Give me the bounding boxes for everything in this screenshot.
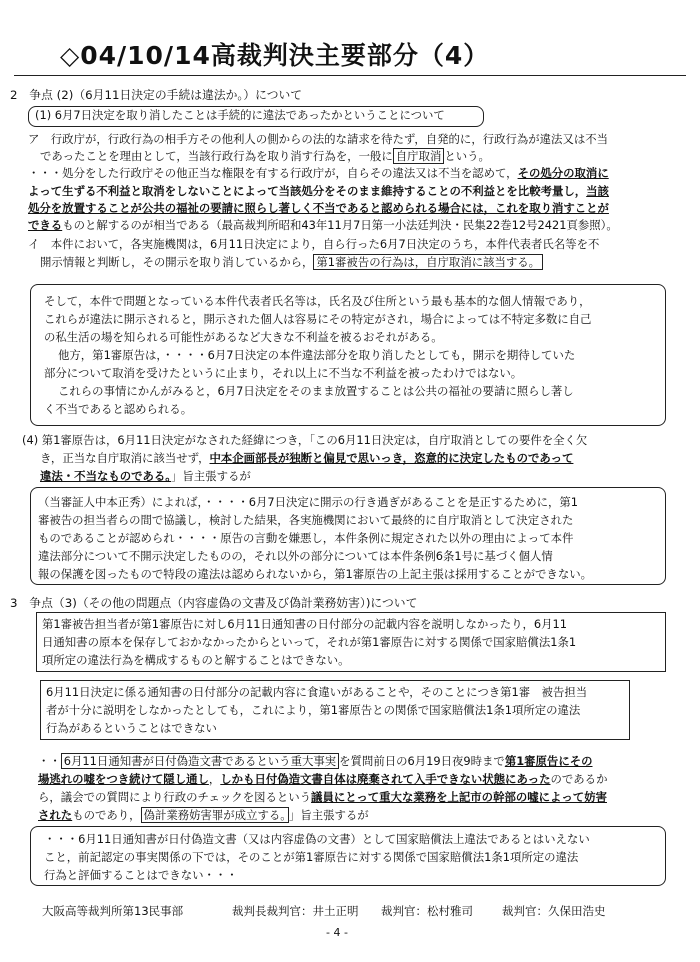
para-a-line2: であったことを理由として，当該行政行為を取り消す行為を，一般に 自庁取消 という。 xyxy=(40,149,490,163)
section3-heading: 3 争点（3)（その他の問題点（内容虚偽の文書及び偽計業務妨害）)について xyxy=(10,596,418,610)
para-a-line6: できるものと解するのが相当である（最高裁判所昭和43年11月7日第一小法廷判決・民集22巻12号2421頁参照）。 xyxy=(28,218,618,232)
footer-judge-chief: 裁判長裁判官：井土正明 xyxy=(232,904,359,918)
box2-line2: 審被告の担当者らの間で協議し，検討した結果，各実施機関において最終的に自庁取消として決定された xyxy=(38,513,574,527)
box1-line1: そして，本件で問題となっている本件代表者氏名等は，氏名及び住所という最も基本的な個人情報であり， xyxy=(44,294,591,308)
sub4-line2: き，正当な自庁取消に該当せず，中本企画部長が独断と偏見で思いっき，恣意的に決定したものであって xyxy=(40,451,574,465)
box1-line6: これらの事情にかんがみると，6月7日決定をそのまま放置することは公共の福祉の要請に照らし著し xyxy=(58,384,574,398)
forged-date-fact: 6月11日通知書が日付偽造文書であるという重大事実 xyxy=(61,753,339,769)
para-i-line2: 開示情報と判断し，その開示を取り消しているから， 第1審被告の行為は，自庁取消に該当する。 xyxy=(40,255,543,270)
footer-judge-2: 裁判官：松村雅司 xyxy=(381,904,473,918)
footer-court: 大阪高等裁判所第13民事部 xyxy=(42,904,184,918)
box5-line2: こと，前記認定の事実関係の下では，そのことが第1審原告に対する関係で国家賠償法1条1項所定の違法 xyxy=(44,850,579,864)
box3-line3: 項所定の違法行為を構成するものと解することはできない。 xyxy=(42,653,350,667)
box3-line2: 日通知書の原本を保存しておかなかったからといって，それが第1審原告に対する関係で国家賠償法1条1 xyxy=(42,635,577,649)
box2-line3: ものであることが認められ・・・・原告の言動を嫌悪し，本件条例に規定された以外の理由によって本件 xyxy=(38,531,574,545)
box3-line1: 第1審被告担当者が第1審原告に対し6月11日通知書の日付部分の記載内容を説明しなかったり，6月11 xyxy=(42,617,567,631)
claim-line1: ・・ 6月11日通知書が日付偽造文書であるという重大事実 を質問前日の6月19日夜9時まで第1審原告にその xyxy=(38,754,593,768)
box2-line4: 違法部分について不開示決定したものの，それ以外の部分については本件条例6条1号に基づく個人情 xyxy=(38,549,553,563)
jicho-torikeshi-term: 自庁取消 xyxy=(393,148,445,164)
para-a-line4: よって生ずる不利益と取消をしないことによって当該処分をそのまま維持することの不利益とを比較考量し，当該 xyxy=(28,184,609,198)
footer-judge-3: 裁判官：久保田浩史 xyxy=(502,904,606,918)
jicho-torikeshi-conclusion: 第1審被告の行為は，自庁取消に該当する。 xyxy=(313,254,543,270)
box1-line4: 他方，第1審原告は，・・・・6月7日決定の本件違法部分を取り消したとしても，開示を期待していた xyxy=(58,348,576,362)
para-a-line1: ア 行政庁が，行政行為の相手方その他利人の側からの法的な請求を待たず，自発的に，行政行為が違法又は不当 xyxy=(28,132,609,146)
para-i-line1: イ 本件において，各実施機関は，6月11日決定により，自ら行った6月7日決定のうち，本件代表者氏名等を不 xyxy=(28,237,600,251)
box1-line7: く不当であると認められる。 xyxy=(44,402,193,416)
box5-line3: 行為と評価することはできない・・・ xyxy=(44,868,238,882)
box1-line2: これらが違法に開示されると，開示された個人は容易にその特定がされ，場合によっては不特定多数に自己 xyxy=(44,312,592,326)
para-a-line3: ・・・処分をした行政庁その他正当な権限を有する行政庁が，自らその違法又は不当を認めて，その処分の取消に xyxy=(28,166,609,180)
box4-line2: 者が十分に説明をしなかったとしても，これにより，第1審原告との関係で国家賠償法1条1項所定の違法 xyxy=(46,703,581,717)
para-a-line5: 処分を放置することが公共の福祉の要請に照らし著しく不当であると認められる場合には，これを取り消すことが xyxy=(28,201,609,215)
business-obstruction-term: 偽計業務妨害罪が成立する。 xyxy=(141,807,289,823)
box4-line3: 行為があるということはできない xyxy=(46,721,217,735)
sub4-line3: 違法・不当なものである。」旨主張するが xyxy=(40,469,251,483)
box2-line1: （当審証人中本正秀）によれば，・・・・6月7日決定に開示の行き過ぎがあることを是正するために，第1 xyxy=(38,495,579,509)
box1-line5: 部分について取消を受けたというに止まり，それ以上に不当な不利益を被ったわけではない。 xyxy=(44,366,523,380)
box5-line1: ・・・6月11日通知書が日付偽造文書（又は内容虚偽の文書）として国家賠償法上違法であるとはいえない xyxy=(44,832,590,846)
box2-line5: 報の保護を図ったもので特段の違法は認められないから，第1審原告の上記主張は採用することができない。 xyxy=(38,567,592,581)
title-rule xyxy=(14,75,686,76)
claim-line2: 場逃れの嘘をつき続けて隠し通し，しかも日付偽造文書自体は廃棄されて入手できない状態にあったのであるか xyxy=(38,772,608,786)
claim-line4: されたものであり， 偽計業務妨害罪が成立する。 」旨主張するが xyxy=(38,808,369,822)
claim-line3: ら，議会での質問により行政のチェックを図るという議員にとって重大な業務を上記市の幹部の嘘によって妨害 xyxy=(38,790,607,804)
box4-line1: 6月11日決定に係る通知書の日付部分の記載内容に食違いがあることや，そのことにつき第1審 被告担当 xyxy=(46,685,588,699)
sub1-text: (1) 6月7日決定を取り消したことは手続的に違法であったかということについて xyxy=(35,108,445,122)
sub4-line1: (4) 第1審原告は，6月11日決定がなされた経緯につき，「この6月11日決定は，自庁取消としての要件を全く欠 xyxy=(22,433,588,447)
box1-line3: の私生活の場を知られる可能性があるなど大きな不利益を被るおそれがある。 xyxy=(44,330,443,344)
page-title: ◇04/10/14高裁判決主要部分（4） xyxy=(60,41,490,70)
section2-heading: 2 争点 (2)（6月11日決定の手続は違法か。）について xyxy=(10,88,303,102)
page-number: - 4 - xyxy=(326,926,348,939)
